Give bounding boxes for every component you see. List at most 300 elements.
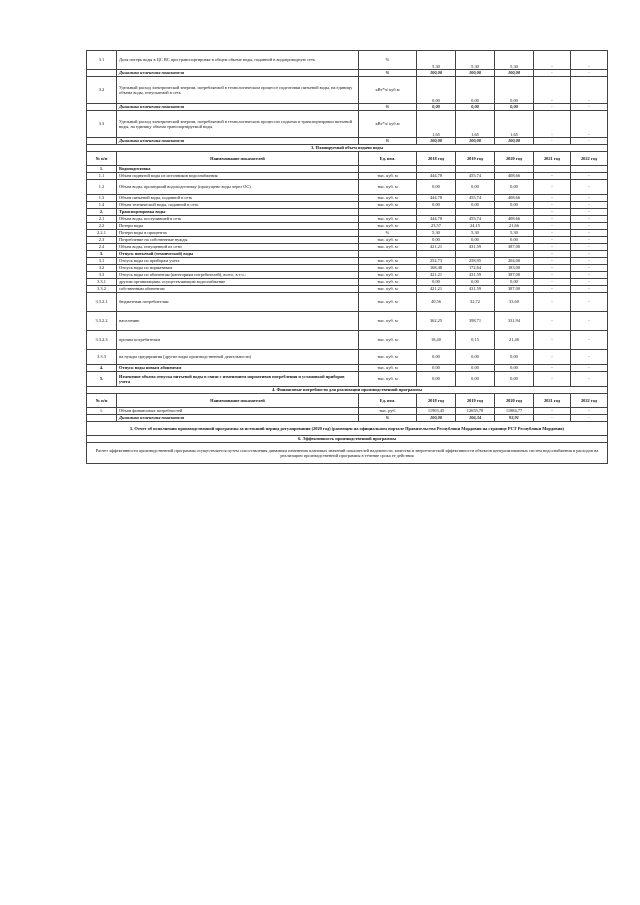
row-value-2019: 106,34 bbox=[456, 415, 495, 422]
header-year-2022: 2022 год bbox=[571, 394, 608, 408]
row-number: 3.1 bbox=[87, 51, 117, 70]
row-unit: тыс. куб. м bbox=[359, 279, 417, 286]
row-value-2021: - bbox=[534, 286, 571, 293]
row-value-2020: 408,66 bbox=[495, 216, 534, 223]
row-name: Удельный расход электрической энергии, потребляемой в технологическом процессе подготовки питьевой воды, на единицу объема воды, отпускаемой в сеть bbox=[117, 77, 359, 104]
header-unit: Ед. изм. bbox=[359, 152, 417, 166]
row-value-2022: - bbox=[571, 293, 608, 312]
row-value-2019: 258,95 bbox=[456, 258, 495, 265]
table-row bbox=[87, 223, 608, 230]
row-name: Объем технической воды, поданной в сеть bbox=[117, 202, 359, 209]
row-number: 3.3.2 bbox=[87, 286, 117, 293]
row-name: Отпуск воды по нормативам bbox=[117, 265, 359, 272]
row-number: 3.3.3 bbox=[87, 350, 117, 365]
row-value-2020: 100,00 bbox=[495, 138, 534, 145]
table-row bbox=[87, 237, 608, 244]
row-number: 5. bbox=[87, 372, 117, 387]
row-name: Динамика изменения показателя bbox=[117, 415, 359, 422]
row-number: 2.2.1 bbox=[87, 230, 117, 237]
row-number: 3.3 bbox=[87, 272, 117, 279]
row-number: 3. bbox=[87, 251, 117, 258]
row-unit: % bbox=[359, 138, 417, 145]
row-value-2019: 0,00 bbox=[456, 237, 495, 244]
table-header-row bbox=[87, 394, 608, 408]
header-number: № п/п bbox=[87, 394, 117, 408]
table-row bbox=[87, 70, 608, 77]
row-name: Водоподготовка bbox=[117, 166, 359, 173]
row-value-2018: 168,48 bbox=[417, 265, 456, 272]
row-name: Отпуск воды по абонентам (категориям потребителей), всего, в т.ч.: bbox=[117, 272, 359, 279]
row-value-2019: 1,65 bbox=[456, 111, 495, 138]
row-value-2020: 387,00 bbox=[495, 244, 534, 251]
table-row bbox=[87, 251, 608, 258]
row-value-2022: - bbox=[571, 230, 608, 237]
table-row bbox=[87, 77, 608, 104]
row-unit: тыс. куб. м bbox=[359, 180, 417, 195]
row-unit: % bbox=[359, 51, 417, 70]
row-value-2022: - bbox=[571, 372, 608, 387]
section-6-title-text: 6. Эффективность производственной программы bbox=[87, 436, 608, 443]
row-value-2020: 0,00 bbox=[495, 372, 534, 387]
row-number: 2. bbox=[87, 209, 117, 216]
row-value-2019: 398,71 bbox=[456, 312, 495, 331]
row-value-2020: 387,00 bbox=[495, 286, 534, 293]
row-value-2021: - bbox=[534, 195, 571, 202]
row-value-2019: 0,00 bbox=[456, 77, 495, 104]
row-unit: тыс. куб. м bbox=[359, 331, 417, 350]
row-value-2018: 0,00 bbox=[417, 237, 456, 244]
row-value-2020: 5,30 bbox=[495, 51, 534, 70]
table-row bbox=[87, 244, 608, 251]
row-value-2019: 0,15 bbox=[456, 331, 495, 350]
row-name: Объем финансовых потребностей bbox=[117, 408, 359, 415]
row-value-2021: - bbox=[534, 331, 571, 350]
row-number bbox=[87, 104, 117, 111]
table-row bbox=[87, 51, 608, 70]
row-value-2020: 0,00 bbox=[495, 350, 534, 365]
row-name: Потери воды bbox=[117, 223, 359, 230]
row-unit: тыс. куб. м bbox=[359, 312, 417, 331]
row-value-2021: - bbox=[534, 223, 571, 230]
row-name: Объем воды, поступившей в сеть bbox=[117, 216, 359, 223]
row-value-2022: - bbox=[571, 415, 608, 422]
table-row bbox=[87, 209, 608, 216]
table-row bbox=[87, 202, 608, 209]
row-value-2018: 444,78 bbox=[417, 173, 456, 180]
row-value-2022: - bbox=[571, 279, 608, 286]
row-value-2018: 444,78 bbox=[417, 216, 456, 223]
row-value-2019: 431,59 bbox=[456, 272, 495, 279]
row-value-2021: - bbox=[534, 138, 571, 145]
row-value-2022: - bbox=[571, 365, 608, 372]
row-unit: тыс. куб. м bbox=[359, 216, 417, 223]
table-row bbox=[87, 216, 608, 223]
row-number: 2.2 bbox=[87, 223, 117, 230]
row-value-2021: - bbox=[534, 180, 571, 195]
row-value-2020: 93,91 bbox=[495, 415, 534, 422]
row-value-2018: 0,00 bbox=[417, 77, 456, 104]
header-name: Наименование показателей bbox=[117, 394, 359, 408]
table-row bbox=[87, 104, 608, 111]
row-value-2020: 204,00 bbox=[495, 258, 534, 265]
row-unit: кВт*ч/ куб.м bbox=[359, 111, 417, 138]
row-name: Изменение объема отпуска питьевой воды в связи с изменением нормативов потребления и установкой приборов учета bbox=[117, 372, 359, 387]
row-value-2022: - bbox=[571, 202, 608, 209]
row-value-2021: - bbox=[534, 372, 571, 387]
row-value-2020: 0,00 bbox=[495, 365, 534, 372]
row-value-2021: - bbox=[534, 244, 571, 251]
row-value-2022: - bbox=[571, 237, 608, 244]
row-name: Объем воды, прошедший водоподготовку (пропущено воды через ОС) bbox=[117, 180, 359, 195]
row-number: 2.3 bbox=[87, 237, 117, 244]
row-value-2022 bbox=[571, 166, 608, 173]
header-year-2022: 2022 год bbox=[571, 152, 608, 166]
row-value-2021: - bbox=[534, 51, 571, 70]
row-number: 3.2 bbox=[87, 77, 117, 104]
row-number: 1.2 bbox=[87, 180, 117, 195]
row-name: Отпуск воды по приборам учета bbox=[117, 258, 359, 265]
table-row bbox=[87, 365, 608, 372]
row-value-2019: 0,00 bbox=[456, 202, 495, 209]
row-number: 2.4 bbox=[87, 244, 117, 251]
row-value-2018: 421,21 bbox=[417, 244, 456, 251]
row-value-2019: 455,74 bbox=[456, 195, 495, 202]
row-value-2021: - bbox=[534, 173, 571, 180]
row-number: 1.3 bbox=[87, 195, 117, 202]
row-name: на нужды предприятия (другие виды производственной деятельности) bbox=[117, 350, 359, 365]
row-unit: тыс. куб. м bbox=[359, 350, 417, 365]
row-name: Потребление на собственные нужды bbox=[117, 237, 359, 244]
row-value-2019: 32,72 bbox=[456, 293, 495, 312]
row-unit: тыс. куб. м bbox=[359, 372, 417, 387]
row-value-2019: 0,00 bbox=[456, 365, 495, 372]
header-number: № п/п bbox=[87, 152, 117, 166]
row-value-2022: - bbox=[571, 331, 608, 350]
row-value-2019 bbox=[456, 166, 495, 173]
header-year-2020: 2020 год bbox=[495, 152, 534, 166]
row-value-2021: - bbox=[534, 365, 571, 372]
row-number bbox=[87, 415, 117, 422]
row-unit: кВт*ч/ куб.м bbox=[359, 77, 417, 104]
row-value-2022: - bbox=[571, 258, 608, 265]
table-row bbox=[87, 138, 608, 145]
row-value-2021: - bbox=[534, 104, 571, 111]
row-value-2020: 0,00 bbox=[495, 77, 534, 104]
row-value-2020 bbox=[495, 166, 534, 173]
row-value-2019 bbox=[456, 251, 495, 258]
row-name: Объем воды, отпущенной из сети bbox=[117, 244, 359, 251]
row-value-2022: - bbox=[571, 195, 608, 202]
row-number: 3.2 bbox=[87, 265, 117, 272]
row-value-2021: - bbox=[534, 111, 571, 138]
row-number: 3.3.2.1 bbox=[87, 293, 117, 312]
header-year-2021: 2021 год bbox=[534, 394, 571, 408]
row-unit: тыс. куб. м bbox=[359, 237, 417, 244]
table-row bbox=[87, 265, 608, 272]
row-value-2022: - bbox=[571, 286, 608, 293]
row-value-2019: 0,00 bbox=[456, 279, 495, 286]
row-unit: тыс. куб. м bbox=[359, 195, 417, 202]
row-value-2020: 11884,77 bbox=[495, 408, 534, 415]
row-value-2020: 33,60 bbox=[495, 293, 534, 312]
row-value-2018: 100,00 bbox=[417, 415, 456, 422]
row-unit bbox=[359, 209, 417, 216]
row-unit: тыс. куб. м bbox=[359, 223, 417, 230]
row-number: 3.3 bbox=[87, 111, 117, 138]
row-value-2022: - bbox=[571, 104, 608, 111]
row-value-2019: 431,59 bbox=[456, 244, 495, 251]
row-value-2021: - bbox=[534, 77, 571, 104]
row-value-2021 bbox=[534, 166, 571, 173]
row-value-2021: - bbox=[534, 237, 571, 244]
row-value-2018: 0,00 bbox=[417, 365, 456, 372]
row-value-2018: 5,30 bbox=[417, 230, 456, 237]
row-unit: тыс. куб. м bbox=[359, 293, 417, 312]
row-value-2022: - bbox=[571, 173, 608, 180]
row-value-2018: 0,00 bbox=[417, 202, 456, 209]
table-row bbox=[87, 111, 608, 138]
row-unit bbox=[359, 251, 417, 258]
row-unit: тыс. куб. м bbox=[359, 365, 417, 372]
row-number: 3.3.2.3 bbox=[87, 331, 117, 350]
row-value-2018: 11903,45 bbox=[417, 408, 456, 415]
section-5-title-text: 5. Отчет об исполнении производственной программы за истекший период регулирования (2020 год) (размещен на официальном портале Правительства Республики Мордовия на странице РСТ Республики Мордовия) bbox=[87, 422, 608, 436]
row-value-2020: 100,00 bbox=[495, 70, 534, 77]
row-value-2021: - bbox=[534, 251, 571, 258]
row-value-2021: - bbox=[534, 293, 571, 312]
row-value-2019: 455,74 bbox=[456, 216, 495, 223]
table-row bbox=[87, 408, 608, 415]
row-number: 2.1 bbox=[87, 216, 117, 223]
row-value-2018: 421,21 bbox=[417, 272, 456, 279]
row-value-2018: 252,73 bbox=[417, 258, 456, 265]
row-value-2020: 0,00 bbox=[495, 279, 534, 286]
header-unit: Ед. изм. bbox=[359, 394, 417, 408]
table-row bbox=[87, 195, 608, 202]
row-value-2019: 455,74 bbox=[456, 173, 495, 180]
section-3-title-text: 3. Планируемый объем подачи воды bbox=[87, 145, 608, 152]
row-value-2021: - bbox=[534, 408, 571, 415]
row-value-2022: - bbox=[571, 111, 608, 138]
row-value-2020: 183,00 bbox=[495, 265, 534, 272]
row-unit: тыс. руб. bbox=[359, 408, 417, 415]
section-4-title bbox=[87, 387, 608, 394]
row-value-2018: 5,30 bbox=[417, 51, 456, 70]
row-value-2019: 0,00 bbox=[456, 104, 495, 111]
row-number: 1. bbox=[87, 166, 117, 173]
table-row bbox=[87, 415, 608, 422]
row-name: Отпуск питьевой (технической) воды bbox=[117, 251, 359, 258]
row-number: 1.1 bbox=[87, 173, 117, 180]
row-value-2018: 0,00 bbox=[417, 279, 456, 286]
row-value-2021: - bbox=[534, 279, 571, 286]
row-value-2019: 5,30 bbox=[456, 230, 495, 237]
row-value-2021: - bbox=[534, 202, 571, 209]
row-value-2022: - bbox=[571, 312, 608, 331]
row-value-2020: 21,66 bbox=[495, 223, 534, 230]
row-value-2022: - bbox=[571, 251, 608, 258]
row-value-2022: - bbox=[571, 408, 608, 415]
row-number bbox=[87, 138, 117, 145]
section-6-text-text: Расчет эффективности производственной программы осуществляется путем сопоставления динамики изменения плановых значений показателей надежности, качества и энергетической эффективности объектов централизованных систем водоснабжения и расходов на реализацию производственной программы в течение срока ее действия bbox=[87, 443, 608, 464]
row-value-2022: - bbox=[571, 51, 608, 70]
row-value-2020: 408,66 bbox=[495, 195, 534, 202]
section-6-text bbox=[87, 443, 608, 464]
row-value-2022: - bbox=[571, 77, 608, 104]
row-value-2018: 0,00 bbox=[417, 372, 456, 387]
row-name: Доля потерь воды в ЦС ВС при транспортировке в общем объеме воды, поданной в водопроводную сеть bbox=[117, 51, 359, 70]
row-value-2022: - bbox=[571, 265, 608, 272]
row-name: прочим потребителям bbox=[117, 331, 359, 350]
table-row bbox=[87, 166, 608, 173]
row-value-2018: 100,00 bbox=[417, 138, 456, 145]
row-value-2019: 100,00 bbox=[456, 138, 495, 145]
row-unit: тыс. куб. м bbox=[359, 202, 417, 209]
table-row bbox=[87, 180, 608, 195]
row-value-2020: 408,66 bbox=[495, 173, 534, 180]
row-name: другим организациям, осуществляющим водоснабжение bbox=[117, 279, 359, 286]
row-value-2018: 362,25 bbox=[417, 312, 456, 331]
row-value-2022: - bbox=[571, 223, 608, 230]
row-unit: % bbox=[359, 70, 417, 77]
row-number: 3.3.1 bbox=[87, 279, 117, 286]
row-value-2019: 0,00 bbox=[456, 372, 495, 387]
table-row bbox=[87, 312, 608, 331]
header-year-2021: 2021 год bbox=[534, 152, 571, 166]
row-value-2018: 18,40 bbox=[417, 331, 456, 350]
row-value-2019 bbox=[456, 209, 495, 216]
row-value-2022: - bbox=[571, 180, 608, 195]
row-name: Отпуск воды новым абонентам bbox=[117, 365, 359, 372]
header-year-2019: 2019 год bbox=[456, 152, 495, 166]
row-value-2020: 5,30 bbox=[495, 230, 534, 237]
row-name: Потери воды в процентах bbox=[117, 230, 359, 237]
row-value-2018: 23,57 bbox=[417, 223, 456, 230]
row-name: Объем поднятой воды из источников водоснабжения bbox=[117, 173, 359, 180]
row-value-2022: - bbox=[571, 209, 608, 216]
row-value-2019: 24,15 bbox=[456, 223, 495, 230]
table-row bbox=[87, 293, 608, 312]
header-year-2018: 2018 год bbox=[417, 394, 456, 408]
row-value-2021: - bbox=[534, 312, 571, 331]
row-value-2018: 40,56 bbox=[417, 293, 456, 312]
row-value-2022: - bbox=[571, 272, 608, 279]
row-unit: тыс. куб. м bbox=[359, 258, 417, 265]
row-value-2021: - bbox=[534, 209, 571, 216]
row-unit: тыс. куб. м bbox=[359, 272, 417, 279]
row-number: 3.1 bbox=[87, 258, 117, 265]
row-value-2021: - bbox=[534, 350, 571, 365]
row-value-2019: 431,59 bbox=[456, 286, 495, 293]
row-unit: тыс. куб. м bbox=[359, 286, 417, 293]
row-value-2022: - bbox=[571, 350, 608, 365]
document bbox=[86, 50, 607, 464]
row-value-2020: 0,00 bbox=[495, 237, 534, 244]
table-row bbox=[87, 331, 608, 350]
row-value-2022: - bbox=[571, 216, 608, 223]
row-name: Динамика изменения показателя bbox=[117, 104, 359, 111]
row-unit: тыс. куб. м bbox=[359, 173, 417, 180]
table-row bbox=[87, 350, 608, 365]
row-value-2020 bbox=[495, 209, 534, 216]
row-value-2020 bbox=[495, 251, 534, 258]
table-row bbox=[87, 279, 608, 286]
production-program-table bbox=[86, 50, 608, 464]
row-value-2019: 12655,78 bbox=[456, 408, 495, 415]
row-unit: % bbox=[359, 104, 417, 111]
row-value-2021: - bbox=[534, 70, 571, 77]
row-value-2020: 0,00 bbox=[495, 202, 534, 209]
row-value-2020: 331,94 bbox=[495, 312, 534, 331]
row-number: 1.4 bbox=[87, 202, 117, 209]
row-name: Динамика изменения показателя bbox=[117, 70, 359, 77]
header-year-2020: 2020 год bbox=[495, 394, 534, 408]
row-value-2018: 421,21 bbox=[417, 286, 456, 293]
table-body bbox=[87, 51, 608, 464]
table-row bbox=[87, 173, 608, 180]
row-name: Удельный расход электрической энергии, потребляемой в технологических процессах подъема и транспортировки питьевой воды, на единицу объема транспортируемой воды bbox=[117, 111, 359, 138]
section-4-title-text: 4. Финансовые потребности для реализации производственной программы bbox=[87, 387, 608, 394]
row-value-2018: 1,65 bbox=[417, 111, 456, 138]
section-6-title bbox=[87, 436, 608, 443]
row-unit: тыс. куб. м bbox=[359, 244, 417, 251]
row-name: собственным абонентам bbox=[117, 286, 359, 293]
row-value-2018 bbox=[417, 209, 456, 216]
row-value-2022: - bbox=[571, 138, 608, 145]
row-number: 4. bbox=[87, 365, 117, 372]
row-value-2018: 100,00 bbox=[417, 70, 456, 77]
table-header-row bbox=[87, 152, 608, 166]
header-year-2018: 2018 год bbox=[417, 152, 456, 166]
row-value-2022: - bbox=[571, 70, 608, 77]
row-value-2021: - bbox=[534, 265, 571, 272]
row-name: Динамика изменения показателя bbox=[117, 138, 359, 145]
row-value-2021: - bbox=[534, 230, 571, 237]
row-value-2018: 0,00 bbox=[417, 104, 456, 111]
row-value-2020: 21,46 bbox=[495, 331, 534, 350]
table-row bbox=[87, 286, 608, 293]
row-unit: % bbox=[359, 230, 417, 237]
row-value-2022: - bbox=[571, 244, 608, 251]
row-value-2018 bbox=[417, 166, 456, 173]
row-value-2021: - bbox=[534, 258, 571, 265]
row-value-2020: 387,00 bbox=[495, 272, 534, 279]
row-value-2018: 0,00 bbox=[417, 350, 456, 365]
row-value-2021: - bbox=[534, 415, 571, 422]
table-row bbox=[87, 230, 608, 237]
row-value-2018: 0,00 bbox=[417, 180, 456, 195]
header-name: Наименование показателей bbox=[117, 152, 359, 166]
row-name: бюджетным потребителям bbox=[117, 293, 359, 312]
table-row bbox=[87, 258, 608, 265]
table-row bbox=[87, 372, 608, 387]
row-value-2020: 0,00 bbox=[495, 104, 534, 111]
row-value-2019: 172,64 bbox=[456, 265, 495, 272]
table-row bbox=[87, 272, 608, 279]
section-3-title bbox=[87, 145, 608, 152]
row-name: Объем питьевой воды, поданной в сеть bbox=[117, 195, 359, 202]
row-value-2020: 1,65 bbox=[495, 111, 534, 138]
row-unit: % bbox=[359, 415, 417, 422]
row-value-2021: - bbox=[534, 216, 571, 223]
row-value-2019: 100,00 bbox=[456, 70, 495, 77]
row-value-2018 bbox=[417, 251, 456, 258]
row-value-2021: - bbox=[534, 272, 571, 279]
row-unit bbox=[359, 166, 417, 173]
row-unit: тыс. куб. м bbox=[359, 265, 417, 272]
row-number: 1. bbox=[87, 408, 117, 415]
row-name: Транспортировка воды bbox=[117, 209, 359, 216]
